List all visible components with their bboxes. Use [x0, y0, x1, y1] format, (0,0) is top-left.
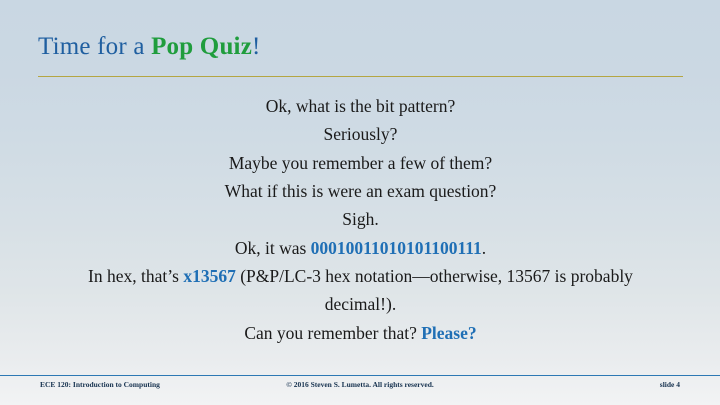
body-line-3: Maybe you remember a few of them? — [228, 152, 493, 173]
slide-body — [38, 92, 683, 347]
page-title-part-b: Pop Quiz — [151, 33, 252, 60]
page-title-part-a: Time for a — [38, 33, 152, 60]
body-line-hex — [38, 262, 683, 319]
body-line-4: What if this is were an exam question? — [224, 181, 497, 202]
hex-prefix: In hex, that’s — [88, 266, 184, 287]
page-title — [38, 33, 261, 61]
hex-value: x13567 — [183, 266, 236, 287]
body-line-1: Ok, what is the bit pattern? — [265, 96, 456, 116]
footer-copyright: © 2016 Steven S. Lumetta. All rights reserved. — [286, 380, 434, 389]
footer-divider — [0, 375, 720, 376]
hex-suffix: (P&P/LC-3 hex notation—otherwise, 13567 is probably decimal!). — [235, 266, 633, 315]
body-line-5: Sigh. — [342, 209, 379, 230]
body-line-2: Seriously? — [323, 124, 398, 145]
body-line-final — [38, 319, 683, 347]
body-line-bit-pattern — [38, 234, 683, 262]
footer-course-label: ECE 120: Introduction to Computing — [40, 380, 160, 389]
footer — [0, 377, 720, 395]
page-title-part-c: ! — [252, 33, 261, 60]
bit-pattern-value: 00010011010101100111 — [310, 237, 482, 258]
bit-pattern-prefix: Ok, it was — [234, 237, 311, 258]
final-prefix: Can you remember that? — [244, 322, 422, 343]
final-emphasis: Please? — [421, 322, 477, 343]
title-divider — [38, 76, 683, 77]
footer-slide-number: slide 4 — [659, 380, 680, 389]
bit-pattern-suffix: . — [481, 237, 487, 258]
